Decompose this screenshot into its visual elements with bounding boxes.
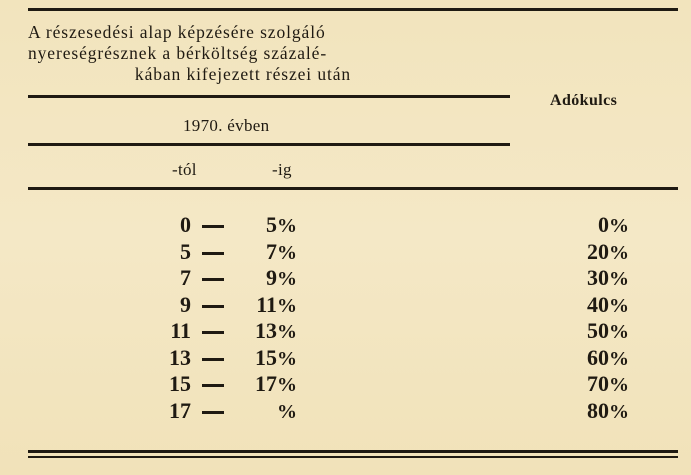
- tax-rate: [587, 292, 628, 319]
- range-dash: [202, 358, 224, 361]
- percent-sign: %: [609, 241, 628, 264]
- table-row: [0, 345, 691, 370]
- range-dash: [202, 225, 224, 228]
- tax-rate: [587, 265, 628, 292]
- from-label: -tól: [172, 160, 197, 179]
- range-to: [256, 292, 296, 319]
- percent-sign: %: [277, 347, 296, 370]
- year-divider-rule: [28, 143, 510, 146]
- header-line-2: nyereségrésznek a bérköltség százalé-: [28, 43, 328, 63]
- table-row: [0, 292, 691, 317]
- range-to-value: 11: [256, 291, 277, 317]
- range-dash: [202, 384, 224, 387]
- tax-rate: [587, 371, 628, 398]
- percent-sign: %: [609, 294, 628, 317]
- range-from: 5: [180, 238, 191, 264]
- tax-rate-value: 70: [587, 371, 609, 396]
- tax-rate-value: 50: [587, 318, 609, 343]
- range-from: 13: [169, 344, 191, 370]
- percent-sign: %: [277, 215, 296, 237]
- range-to: [277, 398, 296, 425]
- range-to: [255, 371, 296, 398]
- range-to: [255, 318, 296, 345]
- range-dash: [202, 411, 224, 414]
- range-from: 11: [170, 318, 191, 343]
- range-to: [255, 345, 296, 372]
- range-from: 7: [180, 265, 191, 290]
- percent-sign: %: [609, 321, 628, 343]
- range-to: [266, 239, 296, 266]
- range-dash: [202, 252, 224, 255]
- range-from: 9: [180, 291, 191, 317]
- percent-sign: %: [609, 268, 628, 290]
- percent-sign: %: [609, 374, 628, 396]
- range-to-value: 5: [266, 212, 277, 237]
- table-row: [0, 212, 691, 237]
- percent-sign: %: [277, 400, 296, 423]
- range-to: [266, 265, 296, 292]
- tax-rate: [587, 318, 628, 345]
- range-dash: [202, 278, 224, 281]
- bottom-rule-1: [28, 450, 678, 453]
- tax-rate-value: 20: [587, 238, 609, 264]
- percent-sign: %: [277, 321, 296, 343]
- tax-rate: [587, 398, 628, 425]
- tax-rate: [598, 212, 628, 239]
- range-to-value: 17: [255, 371, 277, 396]
- tax-rate-value: 80: [587, 397, 609, 423]
- top-rule: [28, 8, 678, 11]
- range-dash: [202, 305, 224, 308]
- tax-rate-value: 40: [587, 291, 609, 317]
- range-from: 15: [169, 371, 191, 396]
- year-label: 1970. évben: [183, 116, 270, 135]
- tax-rate: [587, 239, 628, 266]
- to-label: -ig: [272, 160, 292, 179]
- percent-sign: %: [609, 347, 628, 370]
- range-to-value: 15: [255, 344, 277, 370]
- range-dash: [202, 331, 224, 334]
- table-row: [0, 398, 691, 423]
- percent-sign: %: [609, 215, 628, 237]
- table-row: [0, 265, 691, 290]
- table-row: [0, 371, 691, 396]
- header-bottom-rule: [28, 187, 678, 190]
- range-to-value: 13: [255, 318, 277, 343]
- range-to-value: 7: [266, 238, 277, 264]
- range-from: 0: [180, 212, 191, 237]
- column-header-description: [28, 22, 488, 85]
- range-from: 17: [169, 397, 191, 423]
- tax-rate-value: 60: [587, 344, 609, 370]
- tax-rate-header: Adókulcs: [550, 92, 618, 109]
- table-row: [0, 239, 691, 264]
- percent-sign: %: [277, 294, 296, 317]
- tax-rate: [587, 345, 628, 372]
- bottom-rule-2: [28, 456, 678, 458]
- header-line-1: A részesedési alap képzésére szolgáló: [28, 22, 326, 42]
- percent-sign: %: [277, 268, 296, 290]
- range-to-value: 9: [266, 265, 277, 290]
- percent-sign: %: [277, 374, 296, 396]
- header-line-3: kában kifejezett részei után: [134, 64, 352, 84]
- percent-sign: %: [277, 241, 296, 264]
- table-row: [0, 318, 691, 343]
- range-to: [266, 212, 296, 239]
- percent-sign: %: [609, 400, 628, 423]
- tax-rate-value: 30: [587, 265, 609, 290]
- tax-rate-value: 0: [598, 212, 609, 237]
- header-divider-rule: [28, 95, 510, 98]
